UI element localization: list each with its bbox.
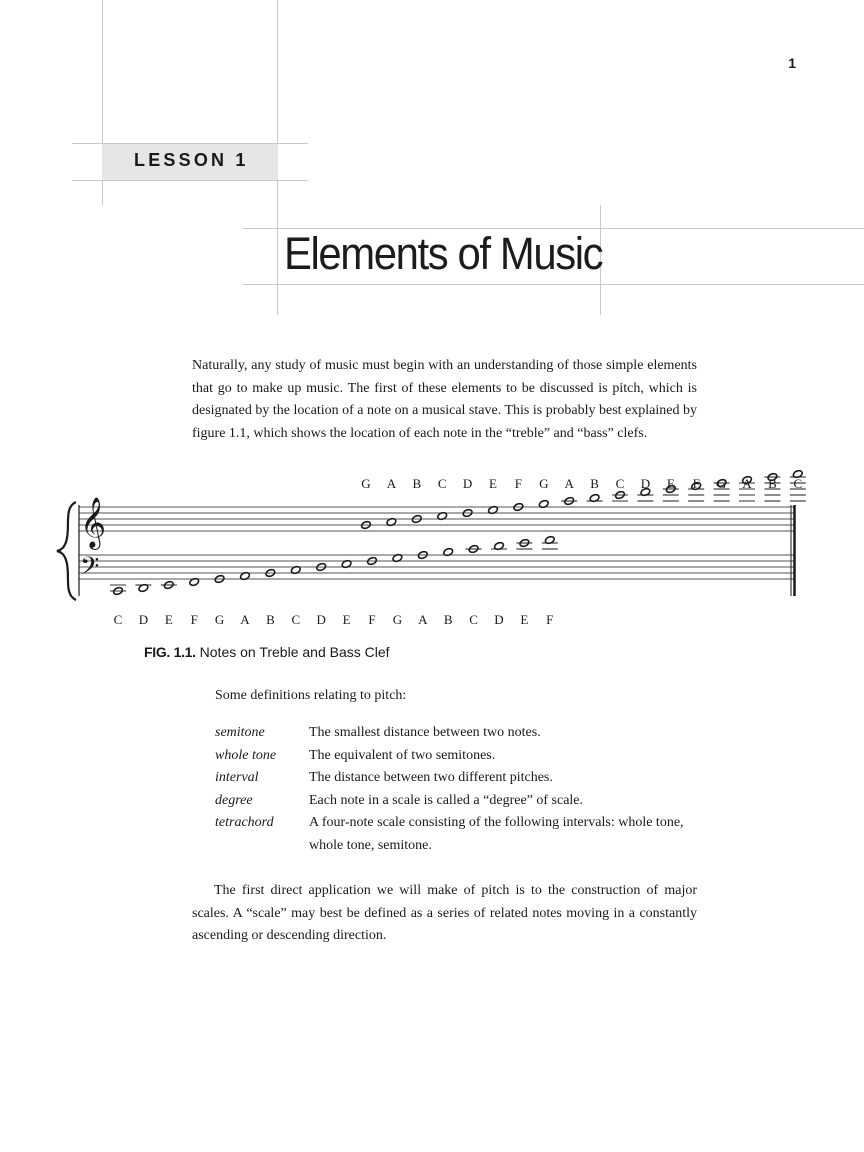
definition-term: degree	[215, 792, 253, 808]
note-name-label: D	[462, 476, 473, 491]
note-name-label: B	[443, 612, 453, 627]
note-name-label: C	[437, 476, 447, 491]
lesson-label: LESSON 1	[134, 150, 249, 170]
chapter-title: Elements of Music	[284, 228, 603, 279]
note-name-label: B	[266, 612, 275, 627]
note-name-label: G	[716, 476, 727, 491]
note-name-label: B	[412, 476, 422, 491]
note-name-label: A	[240, 612, 250, 627]
definition-row	[215, 790, 700, 813]
note-name-label: C	[793, 476, 803, 491]
note-name-label: A	[418, 612, 428, 627]
definition-term: semitone	[215, 725, 265, 740]
note-name-label: A	[386, 476, 397, 491]
treble-clef-icon: 𝄞	[80, 497, 107, 548]
note-name-label: E	[666, 476, 675, 491]
definition-row	[215, 812, 700, 857]
definition-row	[215, 745, 700, 768]
note-name-label: C	[291, 612, 301, 627]
definitions-intro: Some definitions relating to pitch:	[215, 688, 407, 703]
definition-term: interval	[215, 770, 259, 785]
note-name-label: E	[520, 612, 529, 627]
figure-number: FIG. 1.1.	[144, 644, 196, 660]
note-name-label: D	[138, 612, 149, 627]
layout-rule	[243, 284, 864, 285]
definition-text: The distance between two different pitches.	[309, 770, 553, 785]
notes-layer	[110, 470, 806, 627]
note-name-label: B	[590, 476, 599, 491]
definition-row	[215, 767, 700, 790]
note-name-label: A	[742, 476, 752, 491]
definition-term: tetrachord	[215, 815, 274, 830]
note-name-label: A	[564, 476, 574, 491]
brace-icon	[57, 502, 76, 600]
page-number: 1	[788, 55, 796, 71]
note-name-label: E	[164, 612, 173, 627]
definition-text: A four-note scale consisting of the following intervals: whole tone, whole tone, semitone.	[309, 815, 684, 853]
definition-term: whole tone	[215, 747, 277, 763]
note-name-label: G	[392, 612, 403, 627]
closing-paragraph: The first direct application we will make of pitch is to the construction of major scales. A “scale” may best be defined as a series of related notes moving in a constantly ascending or descending direction.	[192, 883, 697, 943]
note-name-label: B	[768, 476, 777, 491]
note-name-label: F	[546, 612, 554, 627]
note-name-label: F	[514, 476, 523, 491]
note-name-label: G	[361, 476, 371, 491]
note-name-label: E	[489, 476, 497, 491]
definitions-list	[215, 722, 700, 857]
intro-paragraph: Naturally, any study of music must begin with an understanding of those simple elements that go to make up music. The first of these elements to be discussed is pitch, which is designated by the location of a note on a musical stave. This is probably best explained by figure 1.1, which shows the location of each note in the “treble” and “bass” clefs.	[192, 358, 697, 441]
definition-text: The equivalent of two semitones.	[309, 747, 496, 763]
note-name-label: F	[368, 612, 376, 627]
definition-text: Each note in a scale is called a “degree” of scale.	[309, 792, 584, 808]
note-name-label: D	[316, 612, 326, 627]
note-name-label: D	[640, 476, 651, 491]
note-name-label: C	[469, 612, 478, 627]
note-name-label: F	[190, 612, 198, 627]
figure-caption	[144, 644, 390, 660]
bass-clef-icon: 𝄢	[80, 552, 100, 587]
note-name-label: F	[692, 476, 700, 491]
layout-rule	[72, 180, 308, 181]
note-name-label: C	[113, 612, 123, 627]
note-name-label: G	[539, 476, 549, 491]
figure-caption-text: Notes on Treble and Bass Clef	[199, 644, 390, 660]
note-name-label: D	[494, 612, 504, 627]
note-name-label: G	[214, 612, 225, 627]
staff-lines	[79, 507, 794, 579]
definition-row	[215, 722, 700, 745]
definition-text: The smallest distance between two notes.	[309, 725, 541, 740]
note-name-label: E	[342, 612, 351, 627]
grand-staff-figure	[0, 470, 864, 635]
note-name-label: C	[615, 476, 625, 491]
